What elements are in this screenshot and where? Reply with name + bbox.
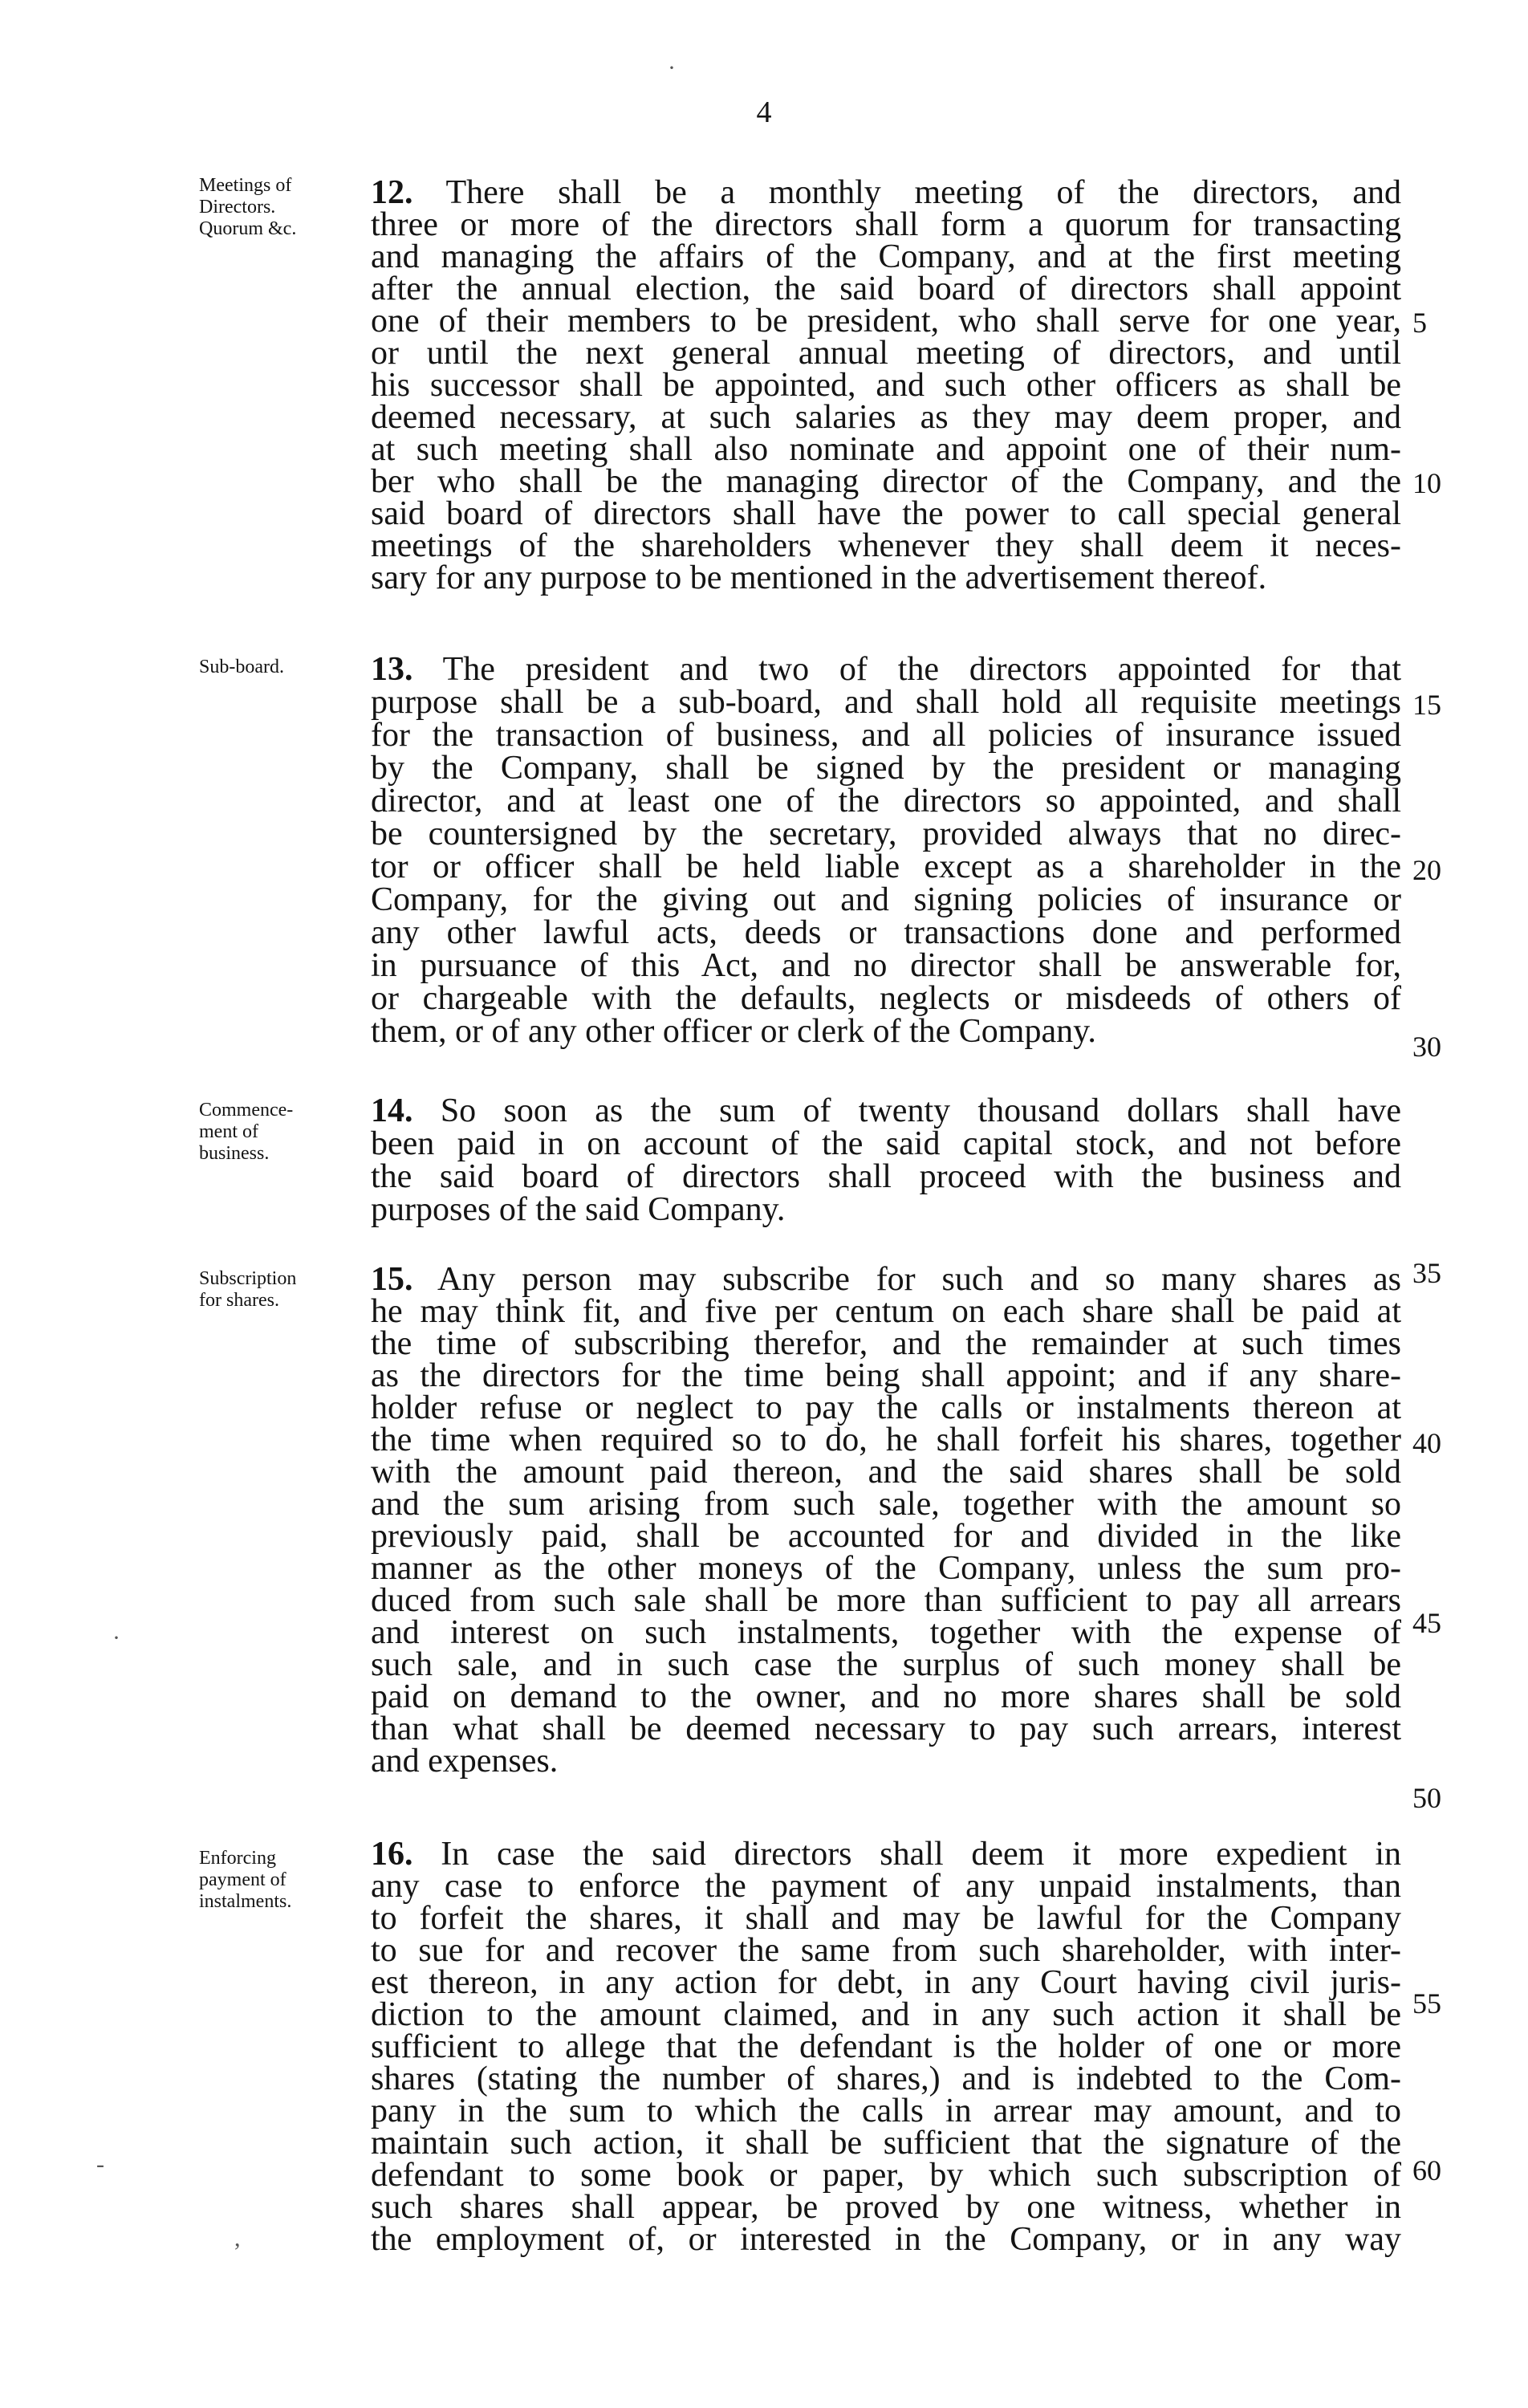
- text-line: meetings of the shareholders whenever they shall deem it neces-: [371, 527, 1401, 564]
- text-line: diction to the amount claimed, and in any such action it shall be: [371, 1996, 1401, 2033]
- section-number: 12.: [371, 174, 413, 211]
- side-note-enforcing: [199, 1848, 352, 1913]
- text-line: such sale, and in such case the surplus of such money shall be: [371, 1646, 1401, 1683]
- line-number: 55: [1412, 1987, 1441, 2020]
- text-line: the employment of, or interested in the Company, or in any way: [371, 2221, 1401, 2258]
- print-speck: ·: [668, 55, 676, 81]
- text-line: pany in the sum to which the calls in arrear may amount, and to: [371, 2093, 1401, 2129]
- page-number: 4: [756, 96, 772, 129]
- section-number: 15.: [371, 1261, 413, 1298]
- side-note-line: Quorum &c.: [199, 218, 297, 239]
- text-line: at such meeting shall also nominate and appoint one of their num-: [371, 431, 1401, 468]
- side-note-subscription: [199, 1268, 352, 1312]
- text-line: or chargeable with the defaults, neglects or misdeeds of others of: [371, 980, 1401, 1017]
- text-line: Any person may subscribe for such and so many shares as: [437, 1261, 1401, 1298]
- text-line: est thereon, in any action for debt, in any Court having civil juris-: [371, 1964, 1401, 2001]
- text-line: In case the said directors shall deem it more expedient in: [441, 1836, 1401, 1873]
- text-line: his successor shall be appointed, and such other officers as shall be: [371, 367, 1401, 404]
- line-number: 50: [1412, 1782, 1441, 1814]
- line-number: 35: [1412, 1257, 1441, 1289]
- side-note-line: Commence-: [199, 1100, 294, 1121]
- side-note-line: Directors.: [199, 197, 276, 218]
- text-line: ber who shall be the managing director of the Company, and the: [371, 463, 1401, 500]
- text-line: the time when required so to do, he shall forfeit his shares, together: [371, 1422, 1401, 1458]
- line-number: 45: [1412, 1607, 1441, 1639]
- text-line: by the Company, shall be signed by the president or managing: [371, 750, 1401, 787]
- text-line: been paid in on account of the said capital stock, and not before: [371, 1125, 1401, 1162]
- text-line: after the annual election, the said board of directors shall appoint: [371, 270, 1401, 307]
- text-line: purpose shall be a sub-board, and shall hold all requisite meetings: [371, 684, 1401, 721]
- side-note-line: payment of: [199, 1869, 286, 1890]
- line-number: 60: [1412, 2154, 1441, 2186]
- text-line: any case to enforce the payment of any unpaid instalments, than: [371, 1868, 1401, 1905]
- text-line: There shall be a monthly meeting of the directors, and: [445, 174, 1401, 211]
- section-number: 16.: [371, 1836, 413, 1873]
- print-speck: -: [96, 2151, 104, 2178]
- text-line: Company, for the giving out and signing policies of insurance or: [371, 881, 1401, 918]
- text-line: sary for any purpose to be mentioned in the advertisement thereof.: [371, 559, 1267, 596]
- line-number: 10: [1412, 467, 1441, 499]
- line-number: 30: [1412, 1031, 1441, 1063]
- text-line: purposes of the said Company.: [371, 1191, 786, 1228]
- text-line: and expenses.: [371, 1743, 559, 1780]
- line-number: 5: [1412, 307, 1427, 339]
- text-line: one of their members to be president, who shall serve for one year,: [371, 303, 1401, 340]
- side-note-line: for shares.: [199, 1290, 279, 1311]
- text-line: previously paid, shall be accounted for and divided in the like: [371, 1518, 1401, 1555]
- line-number: 20: [1412, 854, 1441, 886]
- text-line: or until the next general annual meeting of directors, and until: [371, 335, 1401, 372]
- text-line: to sue for and recover the same from such shareholder, with inter-: [371, 1932, 1401, 1969]
- text-line: than what shall be deemed necessary to pay such arrears, interest: [371, 1710, 1401, 1747]
- text-line: and the sum arising from such sale, together with the amount so: [371, 1486, 1401, 1523]
- side-note-line: Meetings of: [199, 175, 292, 196]
- text-line: the said board of directors shall proceed with the business and: [371, 1158, 1401, 1195]
- text-line: deemed necessary, at such salaries as they may deem proper, and: [371, 399, 1401, 436]
- side-note-sub-board: [199, 657, 352, 678]
- side-note-line: Subscription: [199, 1268, 297, 1289]
- text-line: such shares shall appear, be proved by one witness, whether in: [371, 2189, 1401, 2226]
- text-line: with the amount paid thereon, and the said shares shall be sold: [371, 1454, 1401, 1491]
- text-line: them, or of any other officer or clerk of the Company.: [371, 1013, 1096, 1050]
- side-note-meetings: [199, 175, 352, 240]
- side-note-line: ment of: [199, 1121, 258, 1142]
- text-line: in pursuance of this Act, and no director shall be answerable for,: [371, 947, 1401, 984]
- text-line: for the transaction of business, and all policies of insurance issued: [371, 717, 1401, 754]
- text-line: be countersigned by the secretary, provided always that no direc-: [371, 816, 1401, 852]
- text-line: the time of subscribing therefor, and the remainder at such times: [371, 1325, 1401, 1362]
- text-line: The president and two of the directors appointed for that: [442, 651, 1402, 688]
- text-line: and interest on such instalments, together with the expense of: [371, 1614, 1401, 1651]
- text-line: shares (stating the number of shares,) and is indebted to the Com-: [371, 2060, 1401, 2097]
- text-line: sufficient to allege that the defendant is the holder of one or more: [371, 2028, 1401, 2065]
- line-number: 15: [1412, 689, 1441, 721]
- text-line: manner as the other moneys of the Company, unless the sum pro-: [371, 1550, 1401, 1587]
- text-line: duced from such sale shall be more than sufficient to pay all arrears: [371, 1582, 1401, 1619]
- side-note-line: Sub-board.: [199, 657, 284, 677]
- text-line: to forfeit the shares, it shall and may be lawful for the Company: [371, 1900, 1401, 1937]
- text-line: and managing the affairs of the Company, and at the first meeting: [371, 238, 1401, 275]
- print-speck: ·: [112, 1625, 120, 1651]
- text-line: three or more of the directors shall form a quorum for transacting: [371, 206, 1401, 243]
- text-line: as the directors for the time being shall appoint; and if any share-: [371, 1357, 1401, 1394]
- text-line: tor or officer shall be held liable except as a shareholder in the: [371, 848, 1401, 885]
- text-line: said board of directors shall have the power to call special general: [371, 495, 1401, 532]
- text-line: he may think fit, and five per centum on each share shall be paid at: [371, 1293, 1401, 1330]
- side-note-line: instalments.: [199, 1891, 292, 1912]
- side-note-line: Enforcing: [199, 1848, 276, 1869]
- section-number: 13.: [371, 651, 413, 688]
- text-line: director, and at least one of the directors so appointed, and shall: [371, 783, 1401, 820]
- text-line: holder refuse or neglect to pay the calls or instalments thereon at: [371, 1389, 1401, 1426]
- side-note-commencement: [199, 1100, 352, 1165]
- text-line: maintain such action, it shall be sufficient that the signature of the: [371, 2125, 1401, 2162]
- text-line: defendant to some book or paper, by which such subscription of: [371, 2157, 1401, 2194]
- print-speck: ,: [234, 2225, 241, 2251]
- section-number: 14.: [371, 1092, 413, 1129]
- text-line: So soon as the sum of twenty thousand dollars shall have: [440, 1092, 1401, 1129]
- text-line: any other lawful acts, deeds or transactions done and performed: [371, 914, 1401, 951]
- line-number: 40: [1412, 1427, 1441, 1459]
- side-note-line: business.: [199, 1143, 270, 1164]
- text-line: paid on demand to the owner, and no more shares shall be sold: [371, 1678, 1401, 1715]
